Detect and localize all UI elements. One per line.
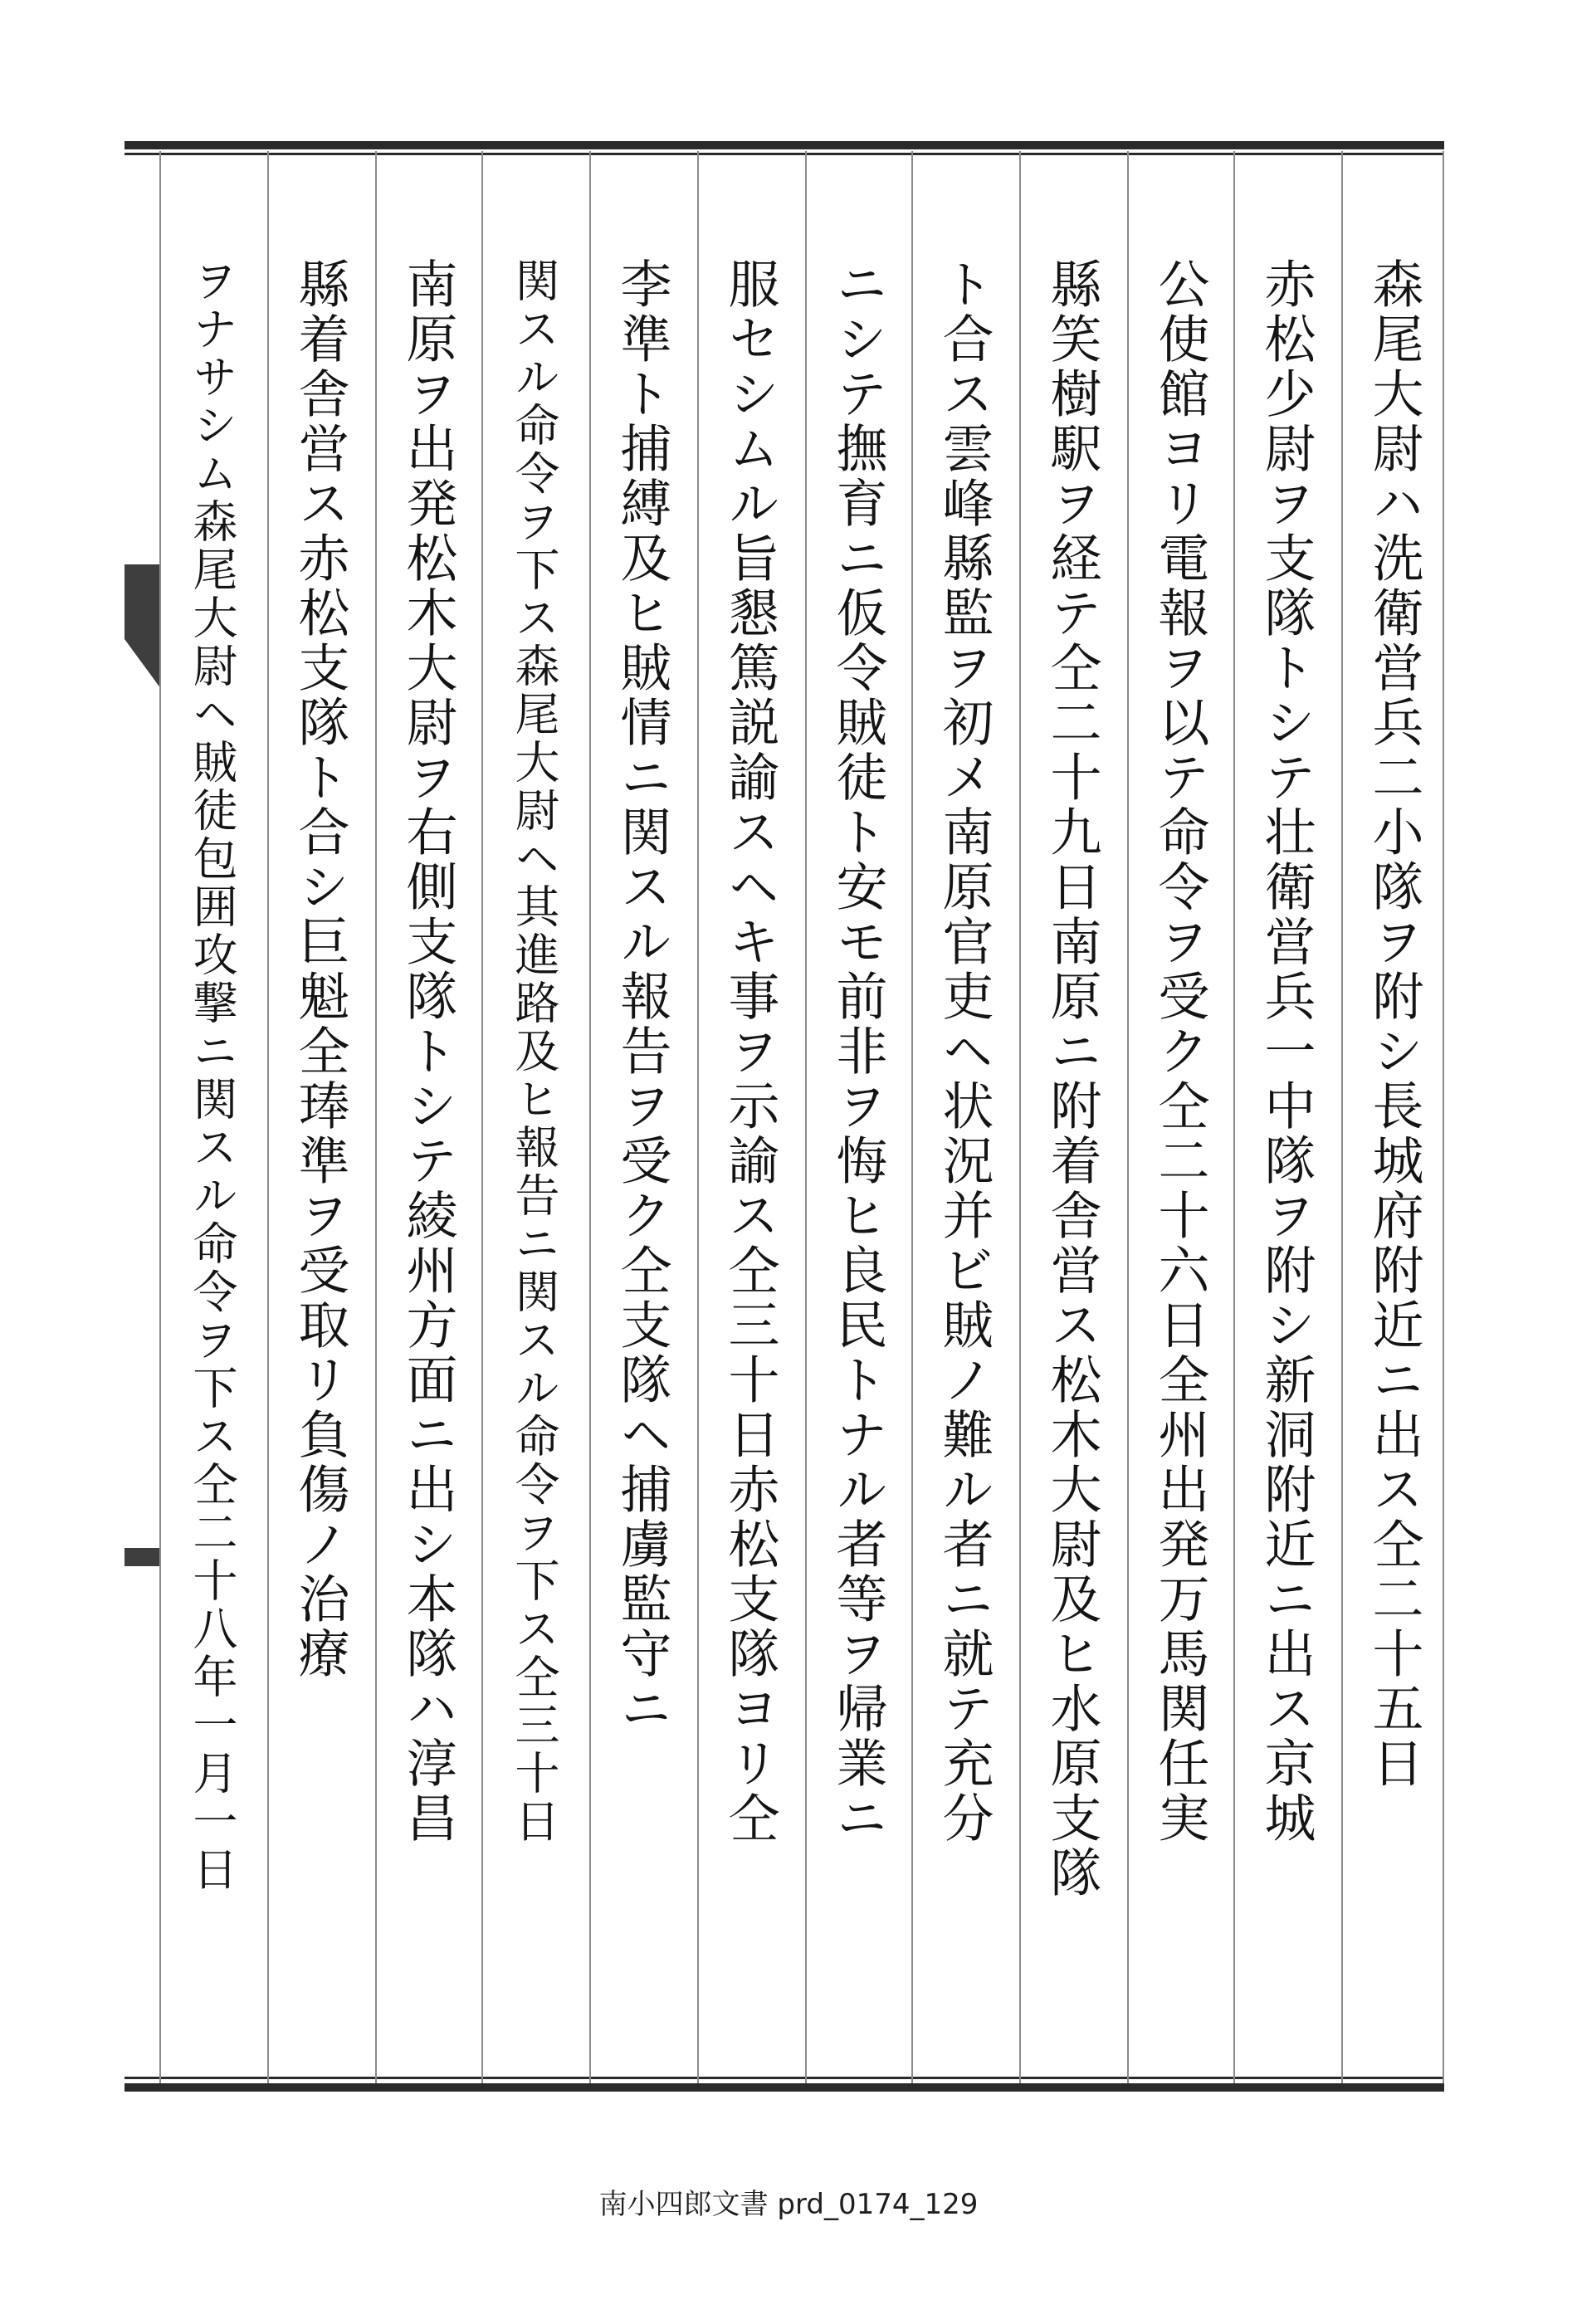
column-rule <box>1019 151 1021 2083</box>
text-column-10: 南原ヲ出発松木大尉ヲ右側支隊トシテ綾州方面ニ出シ本隊ハ淳昌 <box>398 257 458 1846</box>
binding-tab-upper <box>124 564 161 689</box>
column-rule <box>267 151 269 2083</box>
column-rule <box>1443 151 1444 2083</box>
column-rule <box>375 151 377 2083</box>
column-rule <box>589 151 591 2083</box>
column-rule <box>805 151 807 2083</box>
column-rule <box>1341 151 1343 2083</box>
text-column-8: 李準ト捕縛及ヒ賊情ニ関スル報告ヲ受ク仝支隊ヘ捕虜監守ニ <box>612 257 672 1736</box>
column-rule <box>481 151 483 2083</box>
text-column-9: 関スル命令ヲ下ス森尾大尉ヘ其進路及ヒ報告ニ関スル命令ヲ下ス仝三十日 <box>508 257 560 1846</box>
top-border-thin <box>124 153 1444 155</box>
text-column-6: ニシテ撫育ニ仮令賊徒ト安モ前非ヲ悔ヒ良民トナル者等ヲ帰業ニ <box>828 257 888 1846</box>
text-column-12: ヲナサシム森尾大尉ヘ賊徒包囲攻撃ニ関スル命令ヲ下ス仝二十八年一月一日 <box>186 257 238 1894</box>
column-rule <box>1233 151 1235 2083</box>
text-column-1: 森尾大尉ハ洗衛営兵二小隊ヲ附シ長城府附近ニ出ス仝二十五日 <box>1364 257 1424 1791</box>
text-column-7: 服セシムル旨懇篤説諭スヘキ事ヲ示諭ス仝三十日赤松支隊ヨリ仝 <box>720 257 780 1846</box>
text-column-3: 公使館ヨリ電報ヲ以テ命令ヲ受ク仝二十六日全州出発万馬関任実 <box>1150 257 1210 1846</box>
binding-tab-lower <box>124 1548 161 1566</box>
bottom-border-thin <box>124 2077 1444 2079</box>
column-rule <box>911 151 913 2083</box>
text-column-11: 縣着舎営ス赤松支隊ト合シ巨魁全琫準ヲ受取リ負傷ノ治療 <box>290 257 350 1682</box>
column-rule <box>1127 151 1129 2083</box>
bottom-border-thick <box>124 2083 1444 2092</box>
top-border-thick <box>124 141 1444 149</box>
page-caption: 南小四郎文書 prd_0174_129 <box>598 2188 979 2221</box>
text-column-5: ト合ス雲峰縣監ヲ初メ南原官吏ヘ状況并ビ賊ノ難ル者ニ就テ充分 <box>934 257 994 1846</box>
column-rule <box>159 151 161 2083</box>
text-column-4: 縣笑樹駅ヲ経テ仝二十九日南原ニ附着舎営ス松木大尉及ヒ水原支隊 <box>1042 257 1102 1901</box>
column-rule <box>697 151 699 2083</box>
text-column-2: 赤松少尉ヲ支隊トシテ壮衛営兵一中隊ヲ附シ新洞附近ニ出ス京城 <box>1256 257 1316 1846</box>
